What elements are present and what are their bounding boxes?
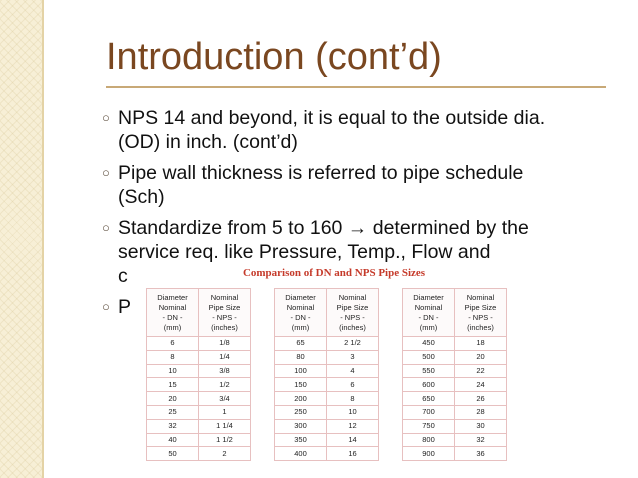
dn-cell: 250 [275,405,327,419]
dn-cell: 10 [147,364,199,378]
header-line: (mm) [291,322,310,332]
header-line: Nominal [286,302,315,312]
table-row [403,392,507,406]
header-nps [455,289,507,337]
nps-cell: 1/2 [199,378,251,392]
nps-cell: 1 1/2 [199,433,251,447]
header-line: (mm) [163,322,182,332]
nps-cell: 12 [327,419,379,433]
bullet-line: (Sch) [118,186,165,208]
bullet-line: service req. like Pressure, Temp., Flow and [118,241,491,263]
header-line: Nominal [338,292,367,302]
header-line: Diameter [413,292,444,302]
nps-cell: 18 [455,337,507,351]
table-row [275,419,379,433]
dn-cell: 20 [147,392,199,406]
bullet-line: NPS 14 and beyond, it is equal to the outside dia. [118,107,546,129]
bullet-icon: ○ [102,165,110,180]
dn-cell: 600 [403,378,455,392]
dn-cell: 15 [147,378,199,392]
dn-cell: 50 [147,447,199,461]
header-line: (inches) [339,322,366,332]
nps-cell: 4 [327,364,379,378]
dn-cell: 8 [147,350,199,364]
header-line: Pipe Size [464,302,497,312]
header-line: - NPS - [212,312,237,322]
header-nps [327,289,379,337]
bullet-icon: ○ [102,110,110,125]
header-line: (mm) [419,322,438,332]
bullet-line: c [118,265,128,287]
table-row [147,364,251,378]
nps-cell: 20 [455,350,507,364]
table-group-2 [274,288,379,461]
dn-cell: 200 [275,392,327,406]
table-row [147,378,251,392]
header-line: - NPS - [340,312,365,322]
table-row [403,405,507,419]
header-line: Pipe Size [336,302,369,312]
dn-cell: 80 [275,350,327,364]
table-group-3 [402,288,507,461]
dn-cell: 65 [275,337,327,351]
dn-cell: 150 [275,378,327,392]
nps-cell: 16 [327,447,379,461]
nps-cell: 24 [455,378,507,392]
bullet-line: (OD) in inch. (cont’d) [118,131,298,153]
table-row [147,337,251,351]
dn-cell: 650 [403,392,455,406]
dn-cell: 550 [403,364,455,378]
nps-cell: 2 1/2 [327,337,379,351]
dn-cell: 800 [403,433,455,447]
table-row [403,433,507,447]
pipe-size-table [140,264,528,468]
header-dn [403,289,455,337]
nps-cell: 32 [455,433,507,447]
nps-cell: 2 [199,447,251,461]
table-row [403,350,507,364]
header-line: Nominal [414,302,443,312]
dn-cell: 450 [403,337,455,351]
header-nps [199,289,251,337]
bullet-icon: ○ [102,220,110,235]
header-dn [275,289,327,337]
dn-cell: 6 [147,337,199,351]
table-row [275,405,379,419]
nps-cell: 1 1/4 [199,419,251,433]
header-line: Diameter [157,292,188,302]
table-title: Comparison of DN and NPS Pipe Sizes [242,267,426,279]
table-row [275,447,379,461]
nps-cell: 3/4 [199,392,251,406]
bullet-icon: ○ [102,299,110,314]
table-row [275,364,379,378]
nps-cell: 3 [327,350,379,364]
table-row [275,433,379,447]
table-row [403,419,507,433]
nps-cell: 10 [327,405,379,419]
dn-cell: 40 [147,433,199,447]
nps-cell: 30 [455,419,507,433]
nps-cell: 28 [455,405,507,419]
table-row [147,392,251,406]
slide-title: Introduction (cont’d) [106,36,442,78]
header-line: - DN - [418,312,439,322]
table-row [147,405,251,419]
dn-cell: 400 [275,447,327,461]
decorative-sidebar [0,0,42,478]
nps-cell: 6 [327,378,379,392]
header-line: Nominal [158,302,187,312]
dn-cell: 32 [147,419,199,433]
header-line: Nominal [210,292,239,302]
table-row [147,447,251,461]
dn-cell: 500 [403,350,455,364]
nps-cell: 36 [455,447,507,461]
dn-cell: 100 [275,364,327,378]
table-row [403,447,507,461]
bullet-line: Pipe wall thickness is referred to pipe schedule [118,162,524,184]
bullet-line: Standardize from 5 to 160 → determined by the [118,217,529,239]
sidebar-edge [42,0,44,478]
table-row [403,364,507,378]
header-line: - DN - [290,312,311,322]
dn-cell: 300 [275,419,327,433]
bullet-line: P [118,296,132,318]
header-line: Diameter [285,292,316,302]
table-row [403,378,507,392]
title-divider [106,86,606,88]
table-row [147,419,251,433]
bullet-item [102,106,618,154]
dn-cell: 750 [403,419,455,433]
table-row [147,433,251,447]
dn-cell: 350 [275,433,327,447]
header-line: Pipe Size [208,302,241,312]
table-row [275,350,379,364]
table-row [403,337,507,351]
header-line: - NPS - [468,312,493,322]
table-row [275,378,379,392]
table-row [275,392,379,406]
header-dn [147,289,199,337]
nps-cell: 26 [455,392,507,406]
nps-cell: 1/8 [199,337,251,351]
bullet-item [102,161,618,209]
table-row [147,350,251,364]
table-row [275,337,379,351]
nps-cell: 8 [327,392,379,406]
header-line: (inches) [467,322,494,332]
nps-cell: 3/8 [199,364,251,378]
header-line: (inches) [211,322,238,332]
dn-cell: 900 [403,447,455,461]
table-group-1 [146,288,251,461]
nps-cell: 1 [199,405,251,419]
nps-cell: 22 [455,364,507,378]
nps-cell: 14 [327,433,379,447]
dn-cell: 25 [147,405,199,419]
header-line: Nominal [466,292,495,302]
dn-cell: 700 [403,405,455,419]
nps-cell: 1/4 [199,350,251,364]
header-line: - DN - [162,312,183,322]
